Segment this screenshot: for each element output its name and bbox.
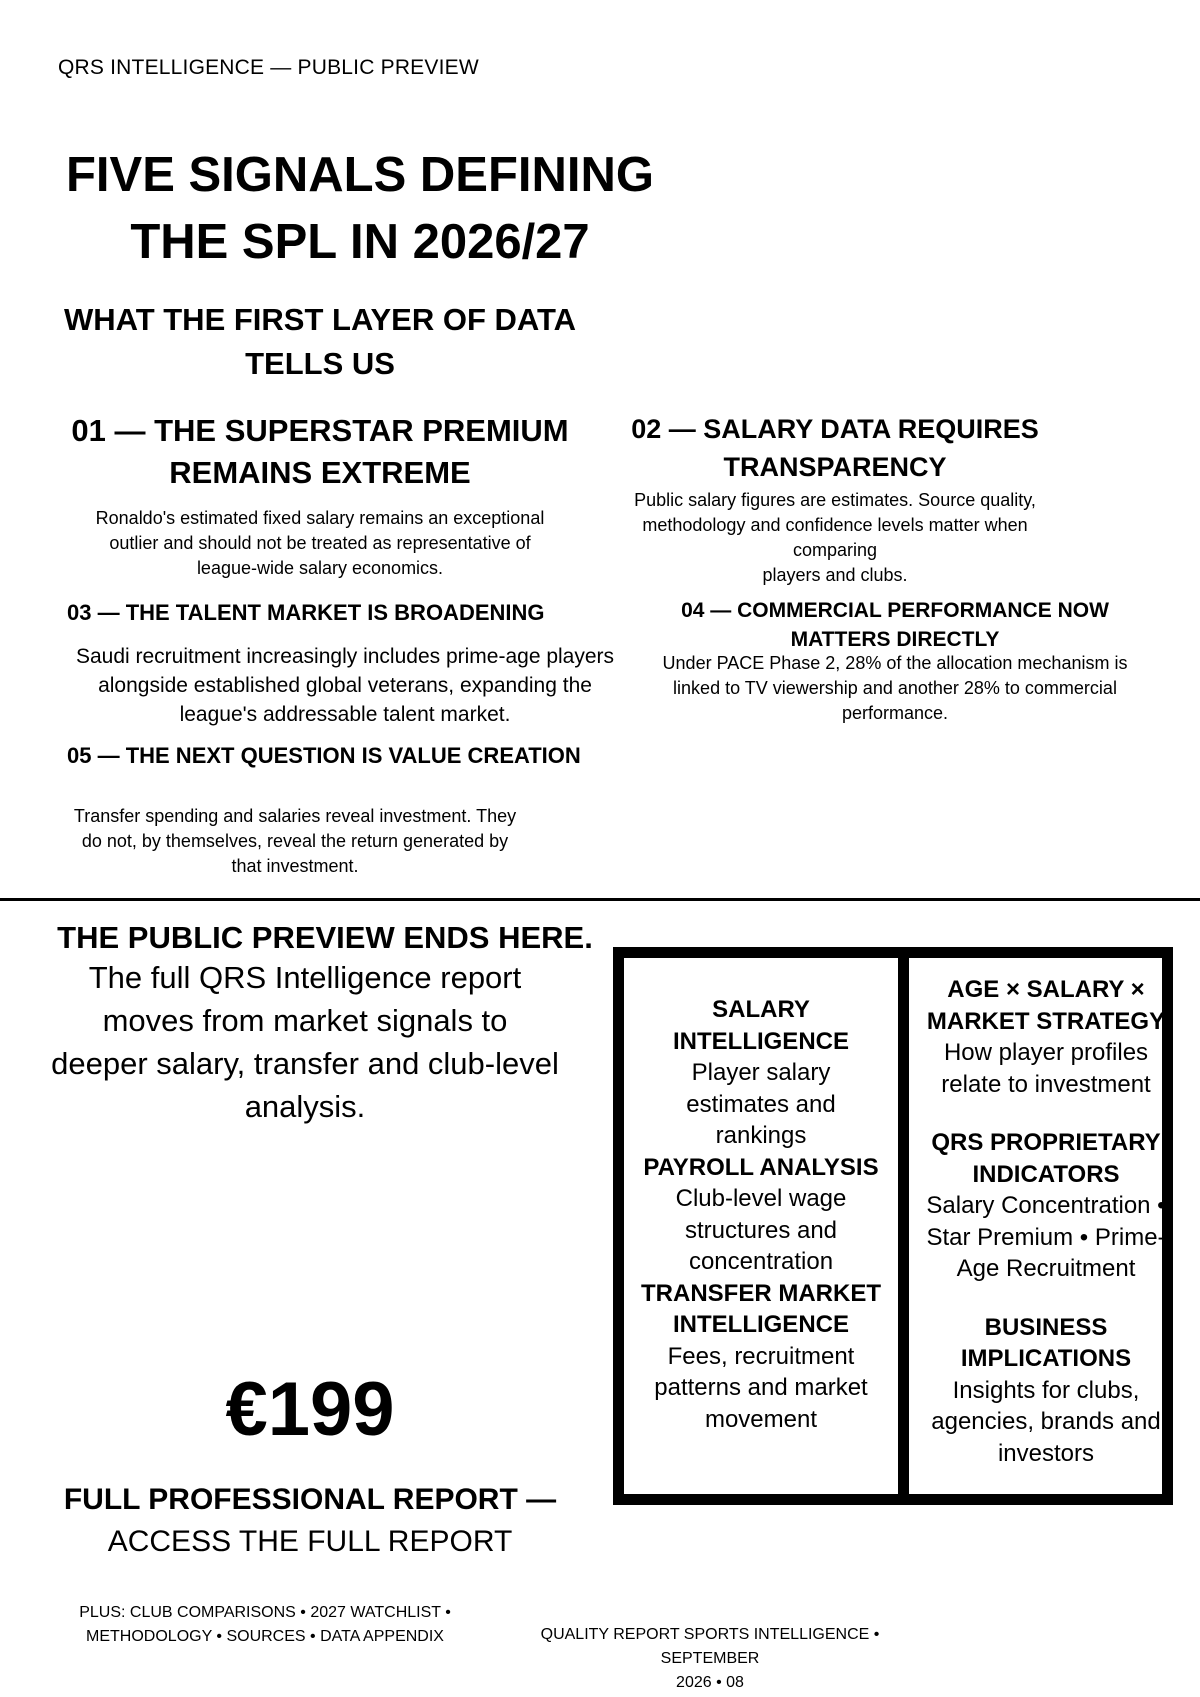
signal-03-title: 03 — THE TALENT MARKET IS BROADENING bbox=[67, 600, 545, 625]
page-title bbox=[40, 142, 680, 276]
page-subtitle-line-1: WHAT THE FIRST LAYER OF DATA bbox=[63, 302, 577, 337]
signal-01-title-line-2: REMAINS EXTREME bbox=[169, 455, 471, 490]
feature-description: Star Premium • Prime- bbox=[926, 1223, 1166, 1251]
feature-description: structures and bbox=[684, 1216, 838, 1244]
signal-03-body-line-1: Saudi recruitment increasingly includes prime-age players bbox=[75, 645, 615, 668]
signal-04-body-line-2: linked to TV viewership and another 28% to commercial bbox=[673, 678, 1117, 698]
signal-04-title-line-2: MATTERS DIRECTLY bbox=[790, 628, 1000, 651]
signal-05-body-line-1: Transfer spending and salaries reveal investment. They bbox=[73, 806, 517, 826]
feature-title: INTELLIGENCE bbox=[672, 1311, 849, 1338]
signal-02-title-line-2: TRANSPARENCY bbox=[723, 452, 947, 482]
footer-label bbox=[500, 1623, 920, 1695]
signal-04-title bbox=[640, 596, 1150, 654]
signal-02-body-line-2: methodology and confidence levels matter when comparing bbox=[642, 515, 1028, 560]
feature-title: INDICATORS bbox=[972, 1160, 1120, 1188]
feature-description: Fees, recruitment bbox=[667, 1342, 855, 1370]
feature-block-left-2 bbox=[634, 1152, 888, 1278]
feature-description: relate to investment bbox=[941, 1070, 1151, 1098]
signal-01-title bbox=[40, 410, 600, 494]
feature-block-left-1 bbox=[634, 994, 888, 1152]
feature-description: agencies, brands and bbox=[931, 1408, 1161, 1435]
feature-block-right-3 bbox=[917, 1312, 1175, 1470]
feature-title: MARKET STRATEGY bbox=[926, 1007, 1166, 1035]
page-subtitle bbox=[40, 298, 600, 386]
extras-list-line-2: METHODOLOGY • SOURCES • DATA APPENDIX bbox=[86, 1628, 444, 1645]
feature-title: TRANSFER MARKET bbox=[641, 1279, 881, 1307]
feature-block-right-2 bbox=[917, 1127, 1175, 1285]
extras-list bbox=[55, 1601, 475, 1649]
preview-body-line-2: moves from market signals to bbox=[102, 1003, 508, 1038]
page-title-line-2: THE SPL IN 2026/27 bbox=[130, 215, 590, 269]
signal-04-body-line-3: performance. bbox=[841, 703, 949, 723]
preview-body bbox=[30, 956, 580, 1128]
feature-description: investors bbox=[997, 1439, 1095, 1467]
feature-block-left-3 bbox=[634, 1278, 888, 1436]
page-title-line-1: FIVE SIGNALS DEFINING bbox=[65, 148, 655, 202]
signal-03-body-line-3: league's addressable talent market. bbox=[179, 703, 511, 726]
signal-05-title: 05 — THE NEXT QUESTION IS VALUE CREATION bbox=[67, 743, 581, 768]
feature-description: patterns and market bbox=[654, 1374, 868, 1401]
signal-02-title bbox=[615, 410, 1055, 486]
signal-04-body bbox=[640, 651, 1150, 726]
signal-02-body bbox=[615, 488, 1055, 588]
feature-description: estimates and bbox=[686, 1090, 836, 1118]
feature-description: Player salary bbox=[691, 1059, 831, 1086]
feature-description: Age Recruitment bbox=[956, 1255, 1136, 1282]
page-subtitle-line-2: TELLS US bbox=[245, 346, 395, 381]
feature-title: IMPLICATIONS bbox=[960, 1345, 1132, 1372]
signal-05-body bbox=[50, 804, 540, 879]
footer-line-1: QUALITY REPORT SPORTS INTELLIGENCE • SEPTEMBER bbox=[540, 1626, 880, 1667]
feature-title: SALARY bbox=[712, 996, 810, 1023]
feature-title: AGE × SALARY × bbox=[947, 976, 1145, 1003]
signal-03-body-line-2: alongside established global veterans, expanding the bbox=[98, 674, 592, 697]
signal-05-body-line-3: that investment. bbox=[231, 856, 359, 876]
price-label: €199 bbox=[225, 1367, 395, 1452]
footer-line-2: 2026 • 08 bbox=[676, 1674, 744, 1691]
preview-body-line-4: analysis. bbox=[244, 1089, 366, 1124]
feature-title: INTELLIGENCE bbox=[672, 1027, 849, 1055]
features-panel bbox=[613, 947, 1173, 1505]
report-title: FULL PROFESSIONAL REPORT — bbox=[63, 1483, 557, 1516]
feature-description: movement bbox=[704, 1405, 818, 1433]
signal-04-title-line-1: 04 — COMMERCIAL PERFORMANCE NOW bbox=[681, 599, 1109, 622]
signal-02-body-line-1: Public salary figures are estimates. Source quality, bbox=[634, 490, 1036, 510]
preview-heading: THE PUBLIC PREVIEW ENDS HERE. bbox=[57, 920, 593, 955]
signal-03-body bbox=[55, 642, 635, 729]
signal-04-body-line-1: Under PACE Phase 2, 28% of the allocation mechanism is bbox=[662, 653, 1128, 673]
feature-description: How player profiles bbox=[943, 1039, 1149, 1066]
signal-05-body-line-2: do not, by themselves, reveal the return generated by bbox=[81, 831, 509, 851]
feature-block-right-1 bbox=[917, 974, 1175, 1100]
signal-02-body-line-3: players and clubs. bbox=[762, 565, 908, 585]
access-report-link[interactable]: ACCESS THE FULL REPORT bbox=[107, 1525, 513, 1558]
preview-body-line-1: The full QRS Intelligence report bbox=[88, 960, 522, 995]
feature-description: Club-level wage bbox=[675, 1185, 847, 1212]
signal-01-title-line-1: 01 — THE SUPERSTAR PREMIUM bbox=[71, 413, 569, 448]
features-column-left bbox=[624, 958, 898, 1435]
signal-01-body-line-1: Ronaldo's estimated fixed salary remains an exceptional bbox=[95, 508, 545, 528]
extras-list-line-1: PLUS: CLUB COMPARISONS • 2027 WATCHLIST • bbox=[79, 1604, 451, 1621]
header-label: QRS INTELLIGENCE — PUBLIC PREVIEW bbox=[58, 56, 479, 79]
feature-title: PAYROLL ANALYSIS bbox=[643, 1153, 879, 1181]
feature-description: concentration bbox=[688, 1248, 834, 1275]
signal-01-body-line-2: outlier and should not be treated as representative of bbox=[109, 533, 531, 553]
signal-02-title-line-1: 02 — SALARY DATA REQUIRES bbox=[631, 414, 1039, 444]
signal-01-body bbox=[50, 506, 590, 581]
section-divider bbox=[0, 898, 1200, 901]
feature-description: Insights for clubs, bbox=[952, 1376, 1140, 1404]
feature-description: rankings bbox=[715, 1122, 807, 1149]
feature-title: BUSINESS bbox=[984, 1313, 1108, 1341]
feature-description: Salary Concentration • bbox=[926, 1192, 1166, 1219]
features-column-right bbox=[909, 958, 1183, 1469]
features-panel-divider bbox=[898, 958, 909, 1494]
feature-title: QRS PROPRIETARY bbox=[931, 1129, 1161, 1156]
signal-01-body-line-3: league-wide salary economics. bbox=[196, 558, 444, 578]
preview-body-line-3: deeper salary, transfer and club-level bbox=[51, 1046, 559, 1081]
